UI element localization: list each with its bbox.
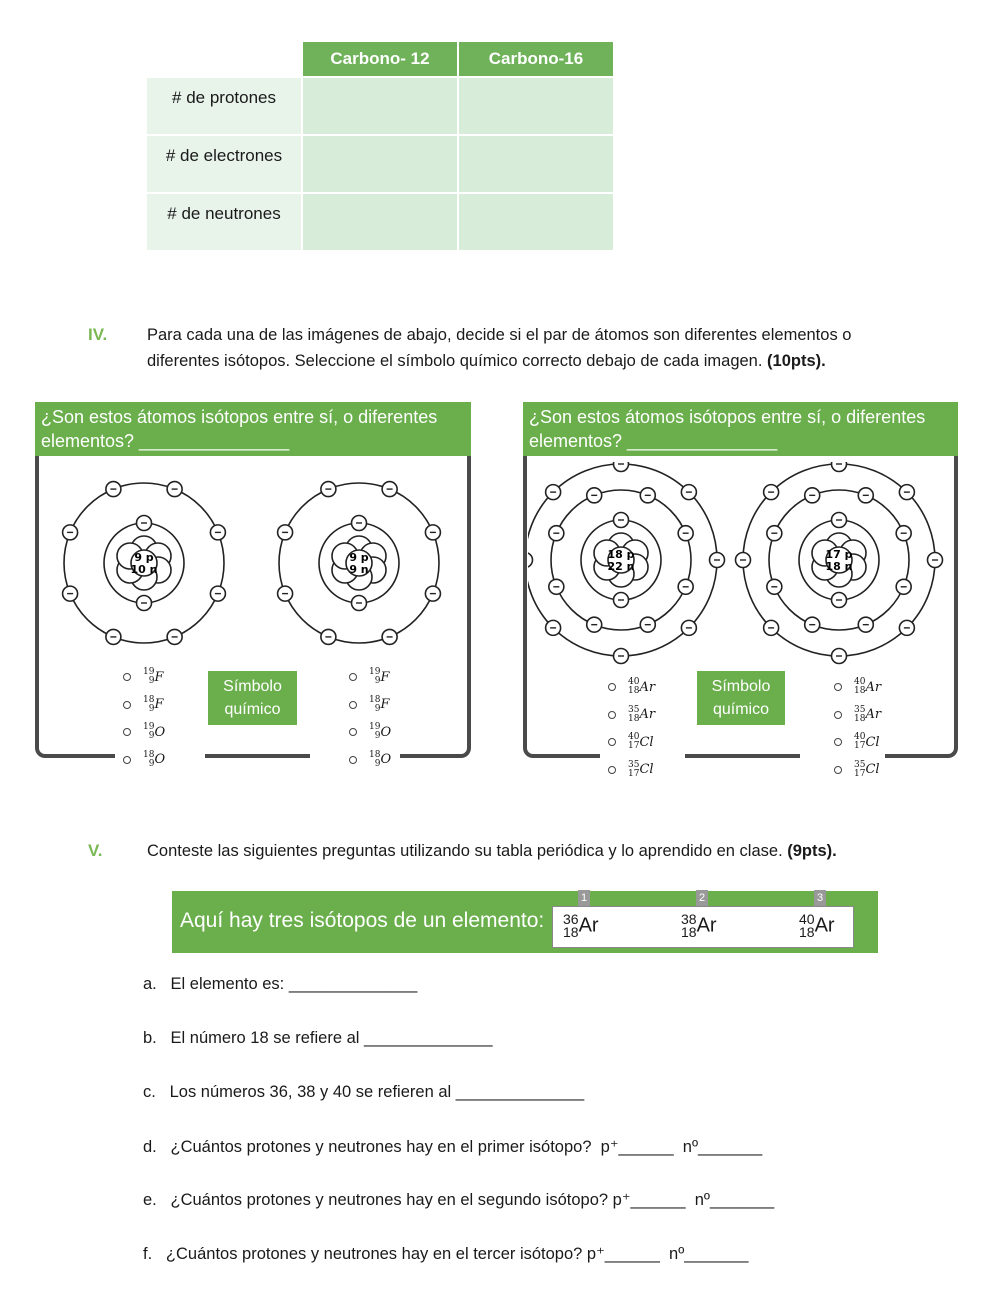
panel-1-question-line-2: elementos? _______________: [41, 431, 290, 451]
section-4-numeral: IV.: [88, 325, 108, 344]
panel-2-option-left-3[interactable]: [608, 733, 654, 751]
question-first-isotope[interactable]: d. ¿Cuántos protones y neutrones hay en el primer isótopo? p⁺______ nº_______: [143, 1138, 763, 1156]
radio-circle-icon[interactable]: [349, 728, 357, 736]
isotope-3: 40 18 Ar: [799, 911, 835, 940]
panel-1-option-left-2[interactable]: [123, 696, 163, 714]
panel-2-question-line-1: ¿Son estos átomos isótopos entre sí, o diferentes: [529, 407, 926, 427]
radio-circle-icon[interactable]: [834, 766, 842, 774]
isotope-tag-3: 3: [814, 890, 826, 906]
panel-2-option-left-2[interactable]: [608, 706, 655, 724]
radio-circle-icon[interactable]: [349, 701, 357, 709]
isotope-table: [145, 40, 615, 252]
panel-1-option-left-3[interactable]: [123, 723, 165, 741]
cell-protones-c16[interactable]: [459, 78, 613, 134]
electron: [528, 553, 533, 568]
radio-circle-icon[interactable]: [123, 728, 131, 736]
row-label-protones: # de protones: [147, 78, 301, 134]
panel-2-symbol-label-1: Símbolo: [711, 678, 771, 695]
atom-diagram-right: [278, 482, 441, 645]
radio-circle-icon[interactable]: [834, 738, 842, 746]
radio-circle-icon[interactable]: [608, 738, 616, 746]
nuclide-symbol: 35 17 Cl: [854, 759, 880, 779]
question-element[interactable]: a. El elemento es: ______________: [143, 975, 418, 993]
radio-circle-icon[interactable]: [123, 673, 131, 681]
panel-1-symbol-label-2: químico: [224, 701, 281, 718]
neutron-count: 18 n: [825, 560, 853, 573]
proton-count: 18 p: [607, 548, 635, 561]
atom-diagram-left: [63, 482, 226, 645]
nuclide-symbol: 35 17 Cl: [628, 759, 654, 779]
panel-1-option-right-3[interactable]: [349, 723, 391, 741]
isotope-tag-2: 2: [696, 890, 708, 906]
panel-1-question: [35, 402, 471, 456]
nuclide-symbol: 35 18 Ar: [854, 704, 882, 724]
panel-1-atoms: [40, 465, 465, 660]
nuclide-symbol: 40 18 Ar: [854, 677, 882, 696]
isotopes-banner: [172, 891, 878, 953]
radio-circle-icon[interactable]: [608, 766, 616, 774]
panel-2-symbol-label-2: químico: [712, 701, 770, 718]
isotopes-box: [552, 892, 854, 948]
panel-2-option-left-1[interactable]: [608, 678, 655, 696]
radio-circle-icon[interactable]: [834, 711, 842, 719]
section-5-text: Conteste las siguientes preguntas utilizando su tabla periódica y lo aprendido en clase.: [147, 842, 783, 860]
panel-2-option-right-1[interactable]: [834, 678, 881, 696]
nuclide-symbol: 35 18 Ar: [628, 704, 656, 724]
radio-circle-icon[interactable]: [608, 711, 616, 719]
radio-circle-icon[interactable]: [608, 683, 616, 691]
row-label-electrones: # de electrones: [147, 136, 301, 192]
panel-1-option-left-4[interactable]: [123, 751, 165, 769]
isotope-tag-1: 1: [578, 890, 590, 906]
header-carbono-12: Carbono- 12: [303, 42, 457, 76]
panel-1-option-right-2[interactable]: [349, 696, 389, 714]
section-4-points: (10pts).: [767, 352, 826, 370]
neutron-count: 22 n: [607, 560, 635, 573]
panel-1-option-right-4[interactable]: [349, 751, 391, 769]
section-4-instructions: [147, 322, 947, 374]
nuclide-symbol: 19 9 F: [143, 667, 164, 686]
banner-text: Aquí hay tres isótopos de un elemento:: [180, 909, 545, 932]
nuclide-symbol: 40 18 Ar: [628, 677, 656, 696]
proton-count: 17 p: [825, 548, 853, 561]
nuclide-symbol: 18 9 F: [143, 694, 164, 714]
panel-2-option-right-2[interactable]: [834, 706, 881, 724]
cell-neutrones-c16[interactable]: [459, 194, 613, 250]
proton-count: 9 p: [134, 551, 154, 564]
panel-2-question-line-2: elementos? _______________: [529, 431, 778, 451]
panel-2-atoms: [528, 462, 953, 667]
panel-1-option-left-1[interactable]: [123, 668, 163, 686]
cell-electrones-c12[interactable]: [303, 136, 457, 192]
panel-1-symbol-label-1: Símbolo: [223, 678, 282, 695]
nuclide-symbol: 19 9 O: [143, 722, 166, 741]
panel-2-option-right-4[interactable]: [834, 761, 880, 779]
radio-circle-icon[interactable]: [123, 701, 131, 709]
question-mass-numbers[interactable]: c. Los números 36, 38 y 40 se refieren al ______________: [143, 1083, 585, 1101]
atom-diagram-right: [736, 462, 943, 664]
question-second-isotope[interactable]: e. ¿Cuántos protones y neutrones hay en el segundo isótopo? p⁺______ nº_______: [143, 1191, 775, 1209]
panel-1-symbol-button: [208, 671, 297, 725]
section-4-line-1: Para cada una de las imágenes de abajo, decide si el par de átomos son diferentes elementos o: [147, 326, 852, 344]
nuclide-symbol: 40 17 Cl: [628, 732, 654, 751]
neutron-count: 9 n: [349, 563, 369, 576]
table-corner: [147, 42, 301, 76]
panel-1-question-line-1: ¿Son estos átomos isótopos entre sí, o diferentes: [41, 407, 438, 427]
isotope-1: 36 18 Ar: [563, 911, 599, 940]
panel-2-option-left-4[interactable]: [608, 761, 654, 779]
section-5-instructions: [147, 838, 947, 864]
atom-diagram-left: [528, 462, 725, 664]
proton-count: 9 p: [349, 551, 369, 564]
cell-protones-c12[interactable]: [303, 78, 457, 134]
nuclide-symbol: 18 9 O: [369, 749, 392, 769]
nuclide-symbol: 40 17 Cl: [854, 732, 880, 751]
nuclide-symbol: 18 9 O: [143, 749, 166, 769]
isotope-2: 38 18 Ar: [681, 911, 717, 940]
panel-2-question: [523, 402, 958, 456]
radio-circle-icon[interactable]: [834, 683, 842, 691]
row-label-neutrones: # de neutrones: [147, 194, 301, 250]
radio-circle-icon[interactable]: [349, 673, 357, 681]
nuclide-symbol: 19 9 O: [369, 722, 392, 741]
cell-neutrones-c12[interactable]: [303, 194, 457, 250]
header-carbono-16: Carbono-16: [459, 42, 613, 76]
panel-2-symbol-button: [697, 671, 785, 725]
radio-circle-icon[interactable]: [123, 756, 131, 764]
question-third-isotope[interactable]: f. ¿Cuántos protones y neutrones hay en el tercer isótopo? p⁺______ nº_______: [143, 1245, 749, 1263]
section-5-numeral: V.: [88, 841, 103, 860]
section-4-line-2: diferentes isótopos. Seleccione el símbolo químico correcto debajo de cada imagen.: [147, 352, 763, 370]
nuclide-symbol: 19 9 F: [369, 667, 390, 686]
panel-2-option-right-3[interactable]: [834, 733, 880, 751]
neutron-count: 10 n: [130, 563, 158, 576]
section-5-points: (9pts).: [787, 842, 837, 860]
nuclide-symbol: 18 9 F: [369, 694, 390, 714]
cell-electrones-c16[interactable]: [459, 136, 613, 192]
panel-1-option-right-1[interactable]: [349, 668, 389, 686]
radio-circle-icon[interactable]: [349, 756, 357, 764]
question-number-18[interactable]: b. El número 18 se refiere al ______________: [143, 1029, 493, 1047]
